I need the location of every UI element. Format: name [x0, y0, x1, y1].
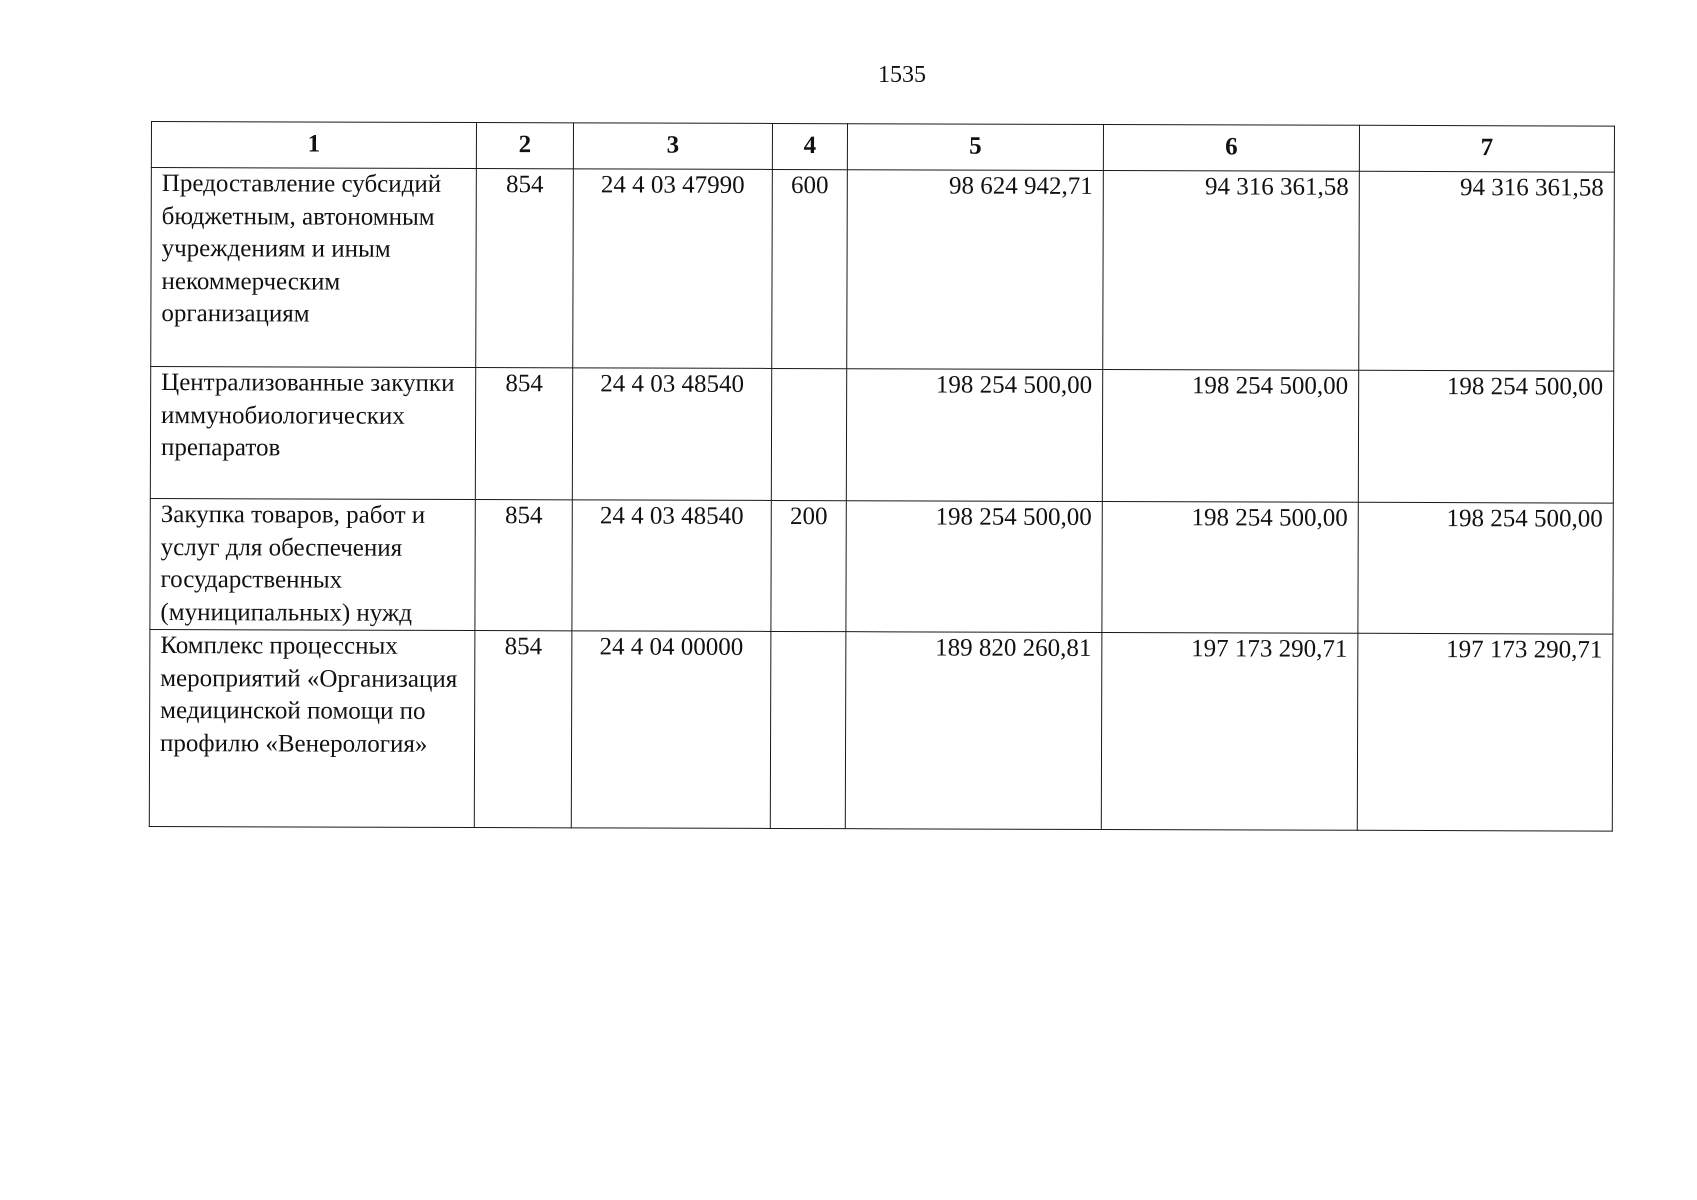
article-cell: 24 4 03 47990	[573, 169, 773, 369]
amount-3-cell: 198 254 500,00	[1358, 370, 1613, 503]
amount-3-cell: 94 316 361,58	[1359, 171, 1615, 371]
row-name-cell: Предоставление субсидий бюджетным, автономным учреждениям и иным некоммерческим организациям	[151, 168, 477, 368]
column-header-4: 4	[772, 123, 847, 169]
amount-1-cell: 198 254 500,00	[846, 501, 1102, 633]
table-body	[149, 168, 1614, 832]
amount-3-cell: 198 254 500,00	[1358, 502, 1613, 634]
amount-2-cell: 94 316 361,58	[1103, 170, 1360, 370]
row-name-cell: Централизованные закупки иммунобиологических препаратов	[150, 367, 475, 500]
amount-2-cell: 198 254 500,00	[1102, 501, 1358, 633]
expense-type-cell: 600	[772, 169, 848, 368]
amount-2-cell: 197 173 290,71	[1101, 632, 1358, 830]
row-name-cell: Закупка товаров, работ и услуг для обеспечения государственных (муниципальных) нужд	[150, 498, 475, 630]
amount-3-cell: 197 173 290,71	[1357, 633, 1613, 831]
column-header-5: 5	[847, 124, 1103, 171]
column-header-7: 7	[1359, 125, 1614, 172]
column-header-6: 6	[1103, 124, 1359, 171]
expense-type-cell	[771, 368, 846, 500]
header-row	[151, 122, 1614, 173]
amount-1-cell: 198 254 500,00	[846, 369, 1102, 502]
table-header	[151, 122, 1614, 173]
row-name-cell: Комплекс процессных мероприятий «Организация медицинской помощи по профилю «Венерология»	[149, 629, 475, 827]
code-cell: 854	[475, 500, 572, 631]
table-row	[150, 367, 1613, 504]
article-cell: 24 4 04 00000	[571, 631, 771, 829]
column-header-2: 2	[476, 123, 573, 169]
article-cell: 24 4 03 48540	[572, 500, 771, 632]
expense-type-cell: 200	[771, 500, 846, 631]
page-number: 1535	[878, 62, 926, 88]
expense-type-cell	[770, 631, 846, 828]
amount-1-cell: 98 624 942,71	[847, 170, 1104, 370]
code-cell: 854	[476, 169, 574, 368]
table-row	[151, 168, 1615, 372]
code-cell: 854	[474, 631, 572, 828]
budget-table	[149, 121, 1615, 832]
column-header-3: 3	[573, 123, 772, 170]
amount-2-cell: 198 254 500,00	[1102, 369, 1358, 502]
amount-1-cell: 189 820 260,81	[845, 632, 1102, 830]
table-row	[149, 629, 1613, 831]
column-header-1: 1	[151, 122, 476, 169]
code-cell: 854	[475, 368, 572, 500]
article-cell: 24 4 03 48540	[572, 368, 771, 501]
table-row	[150, 498, 1613, 634]
